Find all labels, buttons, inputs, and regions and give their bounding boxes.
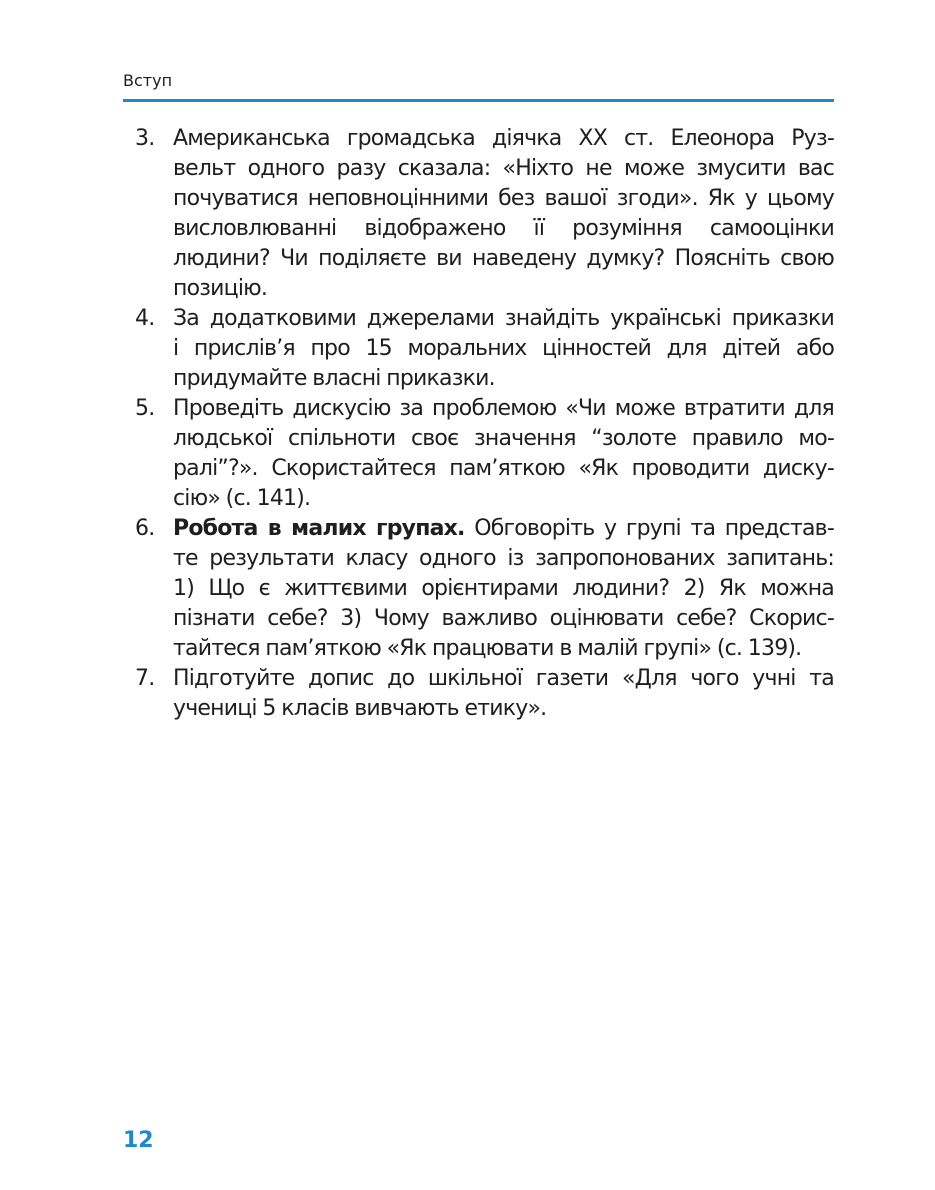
item-text: [173, 394, 834, 514]
list-item: [135, 514, 834, 664]
text-line: тайтеся пам’яткою «Як працювати в малій групі» (с. 139).: [173, 636, 802, 661]
text-line: ралі”?». Скористайтеся пам’яткою «Як проводити диску-: [173, 456, 834, 481]
text-line: Підготуйте допис до шкільної газети «Для чого учні та: [173, 666, 834, 691]
text-line: 1) Що є життєвими орієнтирами людини? 2) Як можна: [173, 576, 834, 601]
text-line: позицію.: [173, 276, 268, 301]
page-number: 12: [123, 1128, 154, 1153]
text-line: те результати класу одного із запропонованих запитань:: [173, 546, 834, 571]
list-item: [135, 304, 834, 394]
item-number: 7.: [135, 666, 155, 691]
item-number: 4.: [135, 306, 155, 331]
item-number: 5.: [135, 396, 155, 421]
text-line: учениці 5 класів вивчають етику».: [173, 696, 547, 721]
text-line: Американська громадська діячка ХХ ст. Елеонора Руз-: [173, 126, 834, 151]
text-line: Проведіть дискусію за проблемою «Чи може втратити для: [173, 396, 834, 421]
text-line: пізнати себе? 3) Чому важливо оцінювати себе? Скорис-: [173, 606, 834, 631]
text-line: [173, 514, 834, 544]
list-item: [135, 394, 834, 514]
bold-lead: Робота в малих групах.: [173, 516, 465, 541]
text-line: почуватися неповноцінними без вашої згоди». Як у цьому: [173, 186, 834, 211]
item-text: [173, 124, 834, 304]
running-header: Вступ: [123, 71, 173, 90]
list-item: [135, 124, 834, 304]
text-line: і прислів’я про 15 моральних цінностей для дітей або: [173, 336, 834, 361]
list-item: [135, 664, 834, 724]
item-text: [173, 664, 834, 724]
item-text: [173, 304, 834, 394]
item-text: [173, 514, 834, 664]
task-list: [135, 124, 834, 724]
text-line: людини? Чи поділяєте ви наведену думку? Поясніть свою: [173, 246, 834, 271]
header-rule: [123, 99, 834, 102]
text-line: висловлюванні відображено її розуміння самооцінки: [173, 216, 834, 241]
text-line: За додатковими джерелами знайдіть українські приказки: [173, 306, 834, 331]
text-line: придумайте власні приказки.: [173, 366, 495, 391]
item-number: 6.: [135, 516, 155, 541]
text-line: вельт одного разу сказала: «Ніхто не може змусити вас: [173, 156, 834, 181]
text-line: сію» (с. 141).: [173, 486, 311, 511]
text-line: людської спільноти своє значення “золоте правило мо-: [173, 426, 834, 451]
first-line-rest: Обговоріть у групі та представ-: [464, 516, 834, 541]
item-number: 3.: [135, 126, 155, 151]
